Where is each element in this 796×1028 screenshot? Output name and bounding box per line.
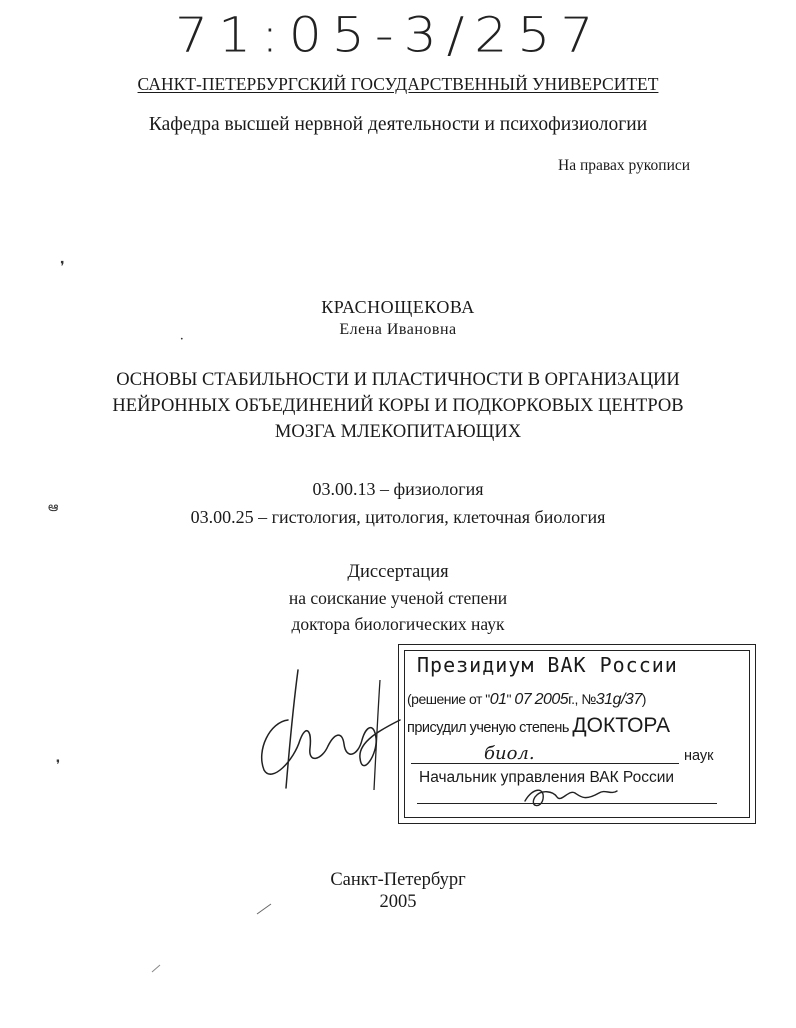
manuscript-rights: На правах рукописи <box>558 157 691 174</box>
department-name: Кафедра высшей нервной деятельности и психофизиологии <box>148 114 648 135</box>
scan-mark: ఆ <box>48 500 59 515</box>
author-signature <box>250 660 410 800</box>
year: 2005 <box>379 892 417 912</box>
stamp-signature <box>519 779 619 813</box>
dissertation-label: Диссертация <box>347 562 449 582</box>
decision-prefix: (решение от <box>407 691 482 707</box>
author-surname: КРАСНОЩЕКОВА <box>321 297 475 317</box>
decision-number: 31g/37 <box>595 691 642 708</box>
dissertation-title-line: ОСНОВЫ СТАБИЛЬНОСТИ И ПЛАСТИЧНОСТИ В ОРГАНИЗАЦИИ <box>116 370 680 390</box>
decision-year: 2005 <box>534 691 569 708</box>
stamp-title: Президиум ВАК России <box>417 653 678 677</box>
degree-line: на соискание ученой степени <box>288 588 508 608</box>
scan-mark <box>255 900 275 916</box>
archive-number: 71:05-3/257 <box>175 8 604 64</box>
city: Санкт-Петербург <box>330 870 466 890</box>
dissertation-title-line: НЕЙРОННЫХ ОБЪЕДИНЕНИЙ КОРЫ И ПОДКОРКОВЫХ ЦЕНТРОВ <box>112 396 684 416</box>
stamp-signature-line <box>417 803 717 804</box>
stamp-field-line <box>411 763 679 764</box>
stamp-decision: (решение от "01" 07 2005г., №31g/37) <box>407 691 646 708</box>
specialty-code: 03.00.25 – гистология, цитология, клеточная биология <box>190 507 606 527</box>
specialty-code: 03.00.13 – физиология <box>312 479 484 499</box>
university-name: САНКТ-ПЕТЕРБУРГСКИЙ ГОСУДАРСТВЕННЫЙ УНИВЕРСИТЕТ <box>137 74 659 94</box>
stamp-field: биол. <box>484 743 535 764</box>
stamp-awarded <box>407 714 670 738</box>
author-given-names: Елена Ивановна <box>339 321 457 338</box>
dissertation-title-line: МОЗГА МЛЕКОПИТАЮЩИХ <box>274 422 522 442</box>
degree-line: доктора биологических наук <box>291 614 505 634</box>
awarded-text: присудил ученую степень <box>407 720 569 736</box>
scan-mark: ❜ <box>56 758 61 773</box>
stamp-nauk: наук <box>684 748 714 764</box>
scan-mark: ❜ <box>60 259 65 275</box>
stamp-head: Начальник управления ВАК России <box>419 769 675 786</box>
decision-month: 07 <box>514 691 532 708</box>
scan-mark <box>150 962 164 974</box>
decision-day: 01 <box>489 691 507 708</box>
stamp-degree: ДОКТОРА <box>572 714 671 737</box>
number-prefix: № <box>581 691 596 707</box>
scan-mark: • <box>180 336 184 343</box>
vak-stamp <box>398 644 756 824</box>
